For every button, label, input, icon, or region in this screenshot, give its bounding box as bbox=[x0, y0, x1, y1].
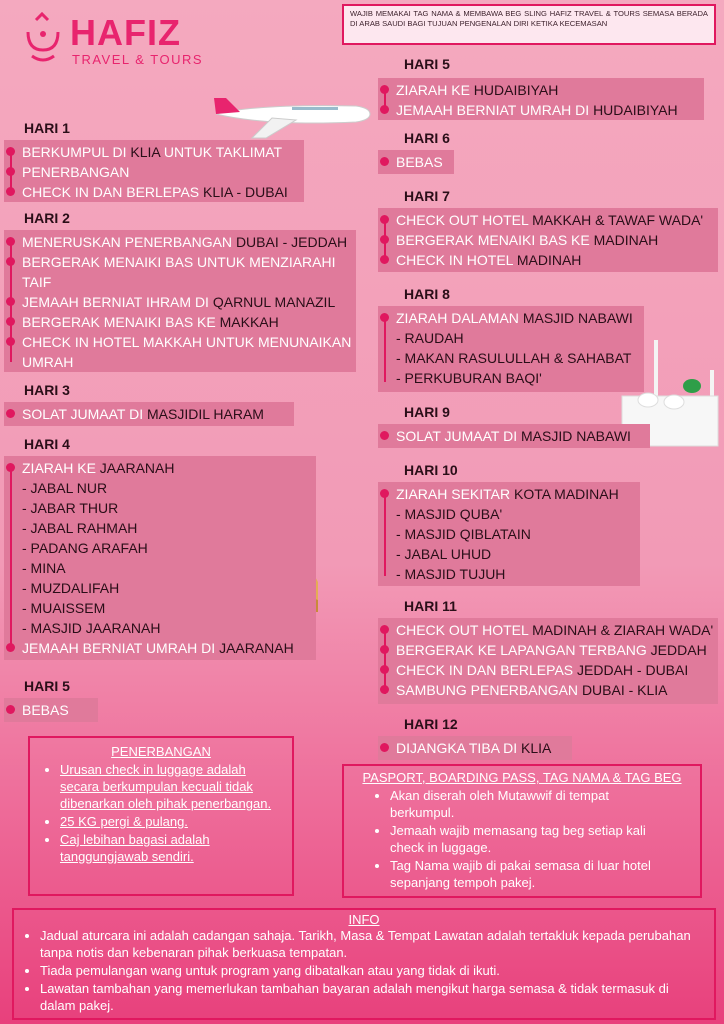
itinerary-item bbox=[4, 404, 294, 424]
penerbangan-title: PENERBANGAN bbox=[111, 744, 211, 759]
timeline-line bbox=[384, 160, 386, 164]
sub-item: - JABAR THUR bbox=[22, 500, 119, 516]
itinerary-item bbox=[378, 250, 718, 270]
day-box bbox=[378, 482, 640, 586]
timeline-line bbox=[384, 746, 386, 750]
sub-item: - MASJID TUJUH bbox=[396, 566, 506, 582]
item-highlight: JEDDAH - DUBAI bbox=[577, 662, 689, 678]
item-text: BERKUMPUL DI bbox=[22, 144, 131, 160]
penerbangan-box bbox=[28, 736, 294, 896]
item-text: BEBAS bbox=[396, 154, 443, 170]
itinerary-item bbox=[378, 426, 650, 446]
day-title: HARI 9 bbox=[404, 404, 450, 420]
day-box bbox=[378, 208, 718, 272]
sub-item: - MUAISSEM bbox=[22, 600, 106, 616]
timeline-line bbox=[384, 316, 386, 382]
itinerary-item bbox=[4, 638, 316, 658]
timeline-line bbox=[384, 218, 386, 262]
list-item bbox=[40, 962, 700, 979]
itinerary-item bbox=[4, 458, 316, 478]
timeline-line bbox=[384, 88, 386, 110]
pasport-title: PASPORT, BOARDING PASS, TAG NAMA & TAG BEG bbox=[362, 770, 682, 785]
timeline-line bbox=[10, 150, 12, 192]
pasport-list bbox=[344, 787, 700, 891]
sub-item: - MUZDALIFAH bbox=[22, 580, 120, 596]
item-highlight: MASJID NABAWI bbox=[521, 428, 631, 444]
timeline-line bbox=[10, 412, 12, 416]
item-highlight: DUBAI - JEDDAH bbox=[235, 234, 348, 250]
item-text: ZIARAH DALAMAN bbox=[396, 310, 523, 326]
item-text: CHECK IN DAN BERLEPAS bbox=[22, 184, 204, 200]
day-title: HARI 10 bbox=[404, 462, 458, 478]
sub-item: - MASJID QUBA' bbox=[396, 506, 503, 522]
item-highlight: KLIA bbox=[130, 144, 160, 160]
itinerary-item bbox=[4, 232, 356, 252]
item-highlight: JAARANAH bbox=[219, 640, 294, 656]
item-text: MENERUSKAN PENERBANGAN bbox=[22, 234, 236, 250]
list-item-text: Lawatan tambahan yang memerlukan tambahan bayaran adalah mengikut harga semasa & tidak termasuk di dalam pakej. bbox=[40, 981, 669, 1013]
item-text: ZIARAH KE bbox=[396, 82, 474, 98]
notice-box: WAJIB MEMAKAI TAG NAMA & MEMBAWA BEG SLING HAFIZ TRAVEL & TOURS SEMASA BERADA DI ARAB SAUDI BAGI TUJUAN PENGENALAN DIRI KETIKA KECEMASAN bbox=[342, 4, 716, 45]
sub-item: - PADANG ARAFAH bbox=[22, 540, 148, 556]
day-box bbox=[4, 456, 316, 660]
item-highlight: MADINAH bbox=[516, 252, 582, 268]
list-item-text: Akan diserah oleh Mutawwif di tempat berkumpul. bbox=[390, 788, 609, 820]
item-highlight: MASJIDIL HARAM bbox=[147, 406, 264, 422]
sub-item: - MINA bbox=[22, 560, 66, 576]
item-highlight: MAKKAH & TAWAF WADA' bbox=[532, 212, 704, 228]
day-box bbox=[378, 150, 454, 174]
item-text: BERGERAK MENAIKI BAS KE bbox=[22, 314, 220, 330]
timeline-line bbox=[384, 434, 386, 438]
itinerary-item bbox=[378, 640, 718, 660]
info-box bbox=[12, 908, 716, 1020]
item-highlight: KOTA MADINAH bbox=[513, 486, 619, 502]
list-item bbox=[390, 857, 670, 891]
itinerary-item bbox=[4, 142, 304, 162]
list-item-text: Caj lebihan bagasi adalah tanggungjawab sendiri. bbox=[60, 832, 210, 864]
item-text: UMRAH bbox=[22, 354, 74, 370]
item-highlight: KLIA - DUBAI bbox=[203, 184, 288, 200]
list-item bbox=[40, 980, 700, 1014]
itinerary-item bbox=[4, 352, 356, 372]
logo-emblem-icon bbox=[22, 12, 64, 64]
day-title: HARI 4 bbox=[24, 436, 70, 452]
sub-item: - RAUDAH bbox=[396, 330, 464, 346]
sub-item: - PERKUBURAN BAQI' bbox=[396, 370, 542, 386]
item-highlight: JEDDAH bbox=[650, 642, 707, 658]
item-text: CHECK IN DAN BERLEPAS bbox=[396, 662, 578, 678]
item-text: SOLAT JUMAAT DI bbox=[22, 406, 147, 422]
list-item bbox=[390, 822, 670, 856]
timeline-line bbox=[10, 240, 12, 362]
item-text: CHECK OUT HOTEL bbox=[396, 212, 533, 228]
day-box bbox=[378, 736, 572, 760]
itinerary-item bbox=[4, 312, 356, 332]
itinerary-item bbox=[378, 738, 572, 758]
item-text: TAIF bbox=[22, 274, 52, 290]
item-text: ZIARAH SEKITAR bbox=[396, 486, 514, 502]
sub-item: - MASJID QIBLATAIN bbox=[396, 526, 531, 542]
sub-item: - MASJID JAARANAH bbox=[22, 620, 161, 636]
sub-item: - JABAL NUR bbox=[22, 480, 108, 496]
item-text-tail: UNTUK TAKLIMAT bbox=[159, 144, 283, 160]
item-text: BEBAS bbox=[22, 702, 69, 718]
item-text: BERGERAK KE LAPANGAN TERBANG bbox=[396, 642, 651, 658]
item-text: CHECK OUT HOTEL bbox=[396, 622, 533, 638]
item-text: SOLAT JUMAAT DI bbox=[396, 428, 521, 444]
item-highlight: JAARANAH bbox=[99, 460, 175, 476]
timeline-line bbox=[384, 492, 386, 576]
item-text: JEMAAH BERNIAT IHRAM DI bbox=[22, 294, 213, 310]
item-text: DIJANGKA TIBA DI bbox=[396, 740, 522, 756]
sub-item: - MAKAN RASULULLAH & SAHABAT bbox=[396, 350, 632, 366]
day-title: HARI 1 bbox=[24, 120, 70, 136]
item-highlight: QARNUL MANAZIL bbox=[212, 294, 336, 310]
item-text: BERGERAK MENAIKI BAS KE bbox=[396, 232, 594, 248]
itinerary-item bbox=[378, 152, 454, 172]
day-box bbox=[4, 698, 98, 722]
info-title: INFO bbox=[348, 912, 380, 927]
item-highlight: MASJID NABAWI bbox=[522, 310, 633, 326]
day-title: HARI 6 bbox=[404, 130, 450, 146]
itinerary-item bbox=[378, 680, 718, 700]
day-title: HARI 5 bbox=[404, 56, 450, 72]
penerbangan-list bbox=[30, 761, 292, 865]
list-item-text: Tiada pemulangan wang untuk program yang dibatalkan atau yang tidak di ikuti. bbox=[40, 963, 500, 978]
item-highlight: HUDAIBIYAH bbox=[593, 102, 678, 118]
day-box bbox=[4, 230, 356, 372]
itinerary-item bbox=[4, 162, 304, 182]
item-text: JEMAAH BERNIAT UMRAH DI bbox=[22, 640, 220, 656]
item-text: CHECK IN HOTEL bbox=[396, 252, 517, 268]
itinerary-item bbox=[378, 620, 718, 640]
itinerary-item bbox=[4, 700, 98, 720]
day-title: HARI 8 bbox=[404, 286, 450, 302]
item-text: ZIARAH KE bbox=[22, 460, 100, 476]
item-highlight: DUBAI - KLIA bbox=[581, 682, 668, 698]
timeline-line bbox=[10, 466, 12, 650]
itinerary-item bbox=[378, 308, 644, 328]
item-text: JEMAAH BERNIAT UMRAH DI bbox=[396, 102, 594, 118]
info-list bbox=[14, 927, 714, 1014]
list-item-text: Jadual aturcara ini adalah cadangan sahaja. Tarikh, Masa & Tempat Lawatan adalah tertakluk kepada perubahan tanpa notis dan kebenaran pihak berkuasa tempatan. bbox=[40, 928, 691, 960]
day-title: HARI 12 bbox=[404, 716, 458, 732]
item-text: SAMBUNG PENERBANGAN bbox=[396, 682, 582, 698]
item-text: PENERBANGAN bbox=[22, 164, 130, 180]
list-item-text: Tag Nama wajib di pakai semasa di luar hotel sepanjang tempoh pakej. bbox=[390, 858, 651, 890]
list-item-text: Jemaah wajib memasang tag beg setiap kali check in luggage. bbox=[390, 823, 646, 855]
item-text: BERGERAK MENAIKI BAS UNTUK MENZIARAHI bbox=[22, 254, 336, 270]
day-box bbox=[378, 78, 704, 120]
item-highlight: MAKKAH bbox=[219, 314, 279, 330]
itinerary-item bbox=[4, 252, 356, 272]
brand-logo bbox=[22, 12, 222, 72]
item-highlight: MADINAH & ZIARAH WADA' bbox=[532, 622, 714, 638]
day-title: HARI 3 bbox=[24, 382, 70, 398]
list-item bbox=[60, 761, 278, 812]
list-item bbox=[60, 831, 278, 865]
day-box bbox=[378, 424, 650, 448]
itinerary-item bbox=[4, 272, 356, 292]
day-box bbox=[4, 402, 294, 426]
item-text: CHECK IN HOTEL MAKKAH UNTUK MENUNAIKAN bbox=[22, 334, 352, 350]
list-item bbox=[390, 787, 670, 821]
day-box bbox=[378, 618, 718, 704]
timeline-line bbox=[10, 708, 12, 712]
itinerary-item bbox=[4, 292, 356, 312]
day-title: HARI 11 bbox=[404, 598, 457, 614]
day-title: HARI 7 bbox=[404, 188, 450, 204]
day-title: HARI 2 bbox=[24, 210, 70, 226]
itinerary-item bbox=[4, 182, 304, 202]
airplane-image bbox=[212, 92, 372, 140]
logo-name: HAFIZ bbox=[70, 12, 181, 53]
sub-item: - JABAL UHUD bbox=[396, 546, 492, 562]
itinerary-item bbox=[4, 332, 356, 352]
day-title: HARI 5 bbox=[24, 678, 70, 694]
pasport-box bbox=[342, 764, 702, 898]
day-box bbox=[4, 140, 304, 202]
logo-tagline: TRAVEL & TOURS bbox=[72, 52, 204, 67]
item-highlight: KLIA bbox=[521, 740, 552, 756]
list-item bbox=[40, 927, 700, 961]
itinerary-item bbox=[378, 100, 704, 120]
itinerary-item bbox=[378, 210, 718, 230]
itinerary-item bbox=[378, 230, 718, 250]
item-highlight: MADINAH bbox=[593, 232, 659, 248]
sub-item: - JABAL RAHMAH bbox=[22, 520, 138, 536]
item-highlight: HUDAIBIYAH bbox=[473, 82, 559, 98]
day-box bbox=[378, 306, 644, 392]
list-item-text: 25 KG pergi & pulang. bbox=[60, 814, 188, 829]
itinerary-item bbox=[378, 80, 704, 100]
list-item bbox=[60, 813, 278, 830]
timeline-line bbox=[384, 628, 386, 694]
list-item-text: Urusan check in luggage adalah secara berkumpulan kecuali tidak dibenarkan oleh pihak penerbangan. bbox=[60, 762, 272, 811]
itinerary-item bbox=[378, 484, 640, 504]
itinerary-item bbox=[378, 660, 718, 680]
